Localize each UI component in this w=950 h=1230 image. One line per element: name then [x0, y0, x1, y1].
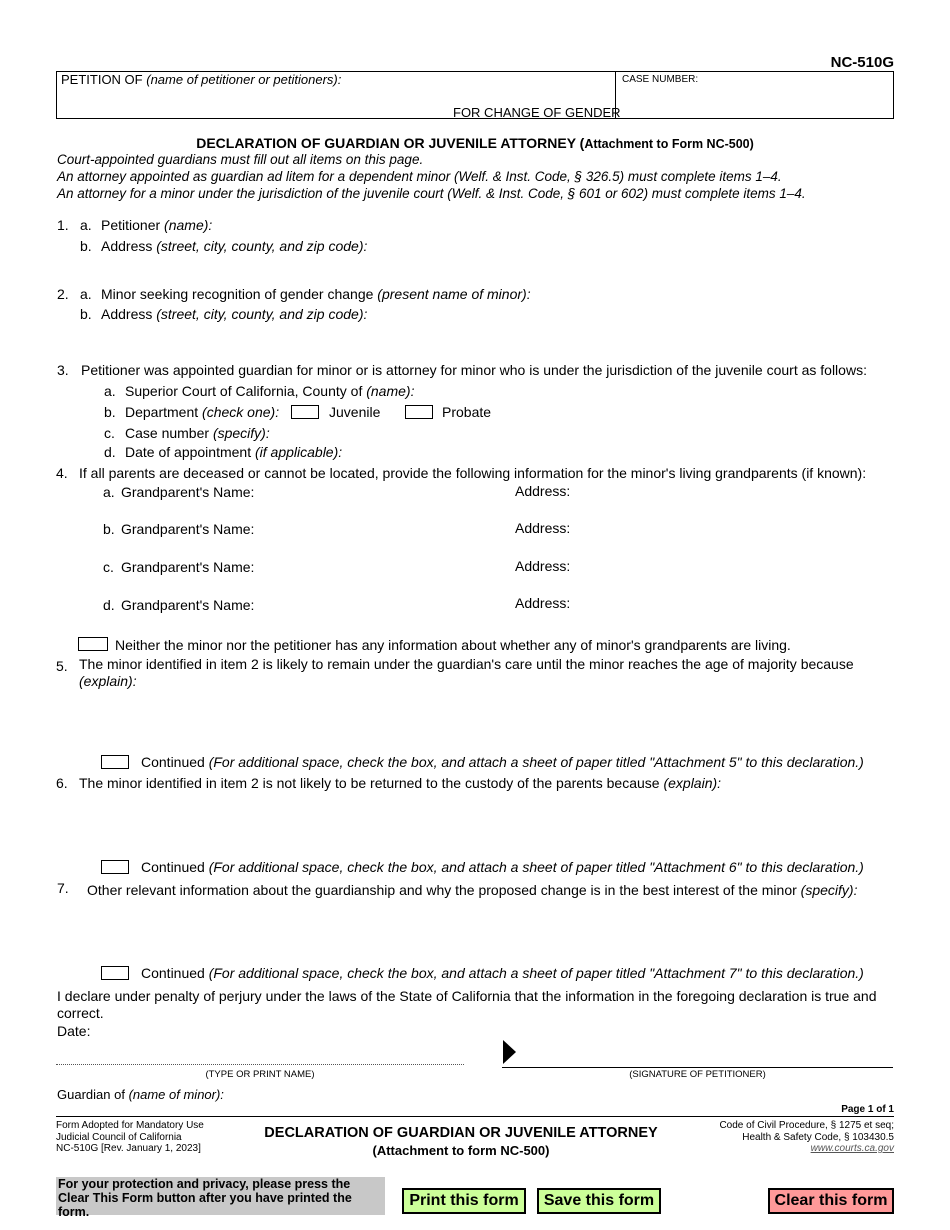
grandparent-d-address-label: Address: [515, 595, 571, 611]
footer-left: Form Adopted for Mandatory Use Judicial Council of California NC-510G [Rev. January 1, 2023] [56, 1120, 204, 1154]
grandparent-a-letter: a. [103, 484, 115, 500]
item-7-number: 7. [57, 880, 69, 896]
grandparent-b-address-label: Address: [515, 520, 571, 536]
item-2b-letter: b. [80, 306, 92, 322]
item-3-number: 3. [57, 362, 69, 378]
item-3a-letter: a. [104, 383, 116, 399]
footer-right: Code of Civil Procedure, § 1275 et seq; Health & Safety Code, § 103430.5 www.courts.ca.gov [719, 1120, 894, 1154]
item-2b-label: Address (street, city, county, and zip code): [101, 306, 368, 322]
item-2a-letter: a. [80, 286, 92, 302]
item-6-text: The minor identified in item 2 is not likely to be returned to the custody of the parents because (explain): [79, 775, 722, 791]
item-2a-label: Minor seeking recognition of gender change (present name of minor): [101, 286, 531, 302]
item-2-number: 2. [57, 286, 69, 302]
page-title: DECLARATION OF GUARDIAN OR JUVENILE ATTORNEY (Attachment to Form NC-500) [196, 135, 754, 151]
item-4-text: If all parents are deceased or cannot be located, provide the following information for the minor's living grandparents (if known): [79, 465, 867, 481]
grandparent-d-name-label: Grandparent's Name: [121, 597, 255, 613]
item-1-number: 1. [57, 217, 69, 233]
item-1a-letter: a. [80, 217, 92, 233]
item-3b-label: Department (check one): [125, 404, 280, 420]
item-5-continued-label: Continued (For additional space, check the box, and attach a sheet of paper titled "Attachment 5" to this declaration.) [141, 754, 864, 770]
declaration-text-line-2: correct. [57, 1005, 104, 1021]
grandparent-c-address-label: Address: [515, 558, 571, 574]
item-6-number: 6. [56, 775, 68, 791]
declaration-text-line-1: I declare under penalty of perjury under the laws of the State of California that the information in the foregoing declaration is true and [57, 988, 877, 1004]
item-1b-label: Address (street, city, county, and zip code): [101, 238, 368, 254]
item-1b-letter: b. [80, 238, 92, 254]
item-5-number: 5. [56, 658, 68, 674]
item-3d-label: Date of appointment (if applicable): [125, 444, 343, 460]
item-5-continued-checkbox[interactable] [101, 755, 129, 769]
intro-line-2: An attorney appointed as guardian ad litem for a dependent minor (Welf. & Inst. Code, § 326.5) must complete items 1–4. [57, 169, 782, 184]
probate-checkbox[interactable] [405, 405, 433, 419]
grandparent-a-name-label: Grandparent's Name: [121, 484, 255, 500]
grandparent-b-letter: b. [103, 521, 115, 537]
petition-label: PETITION OF (name of petitioner or petitioners): [61, 72, 342, 87]
item-7-continued-checkbox[interactable] [101, 966, 129, 980]
grandparent-a-address-label: Address: [515, 483, 571, 499]
intro-line-1: Court-appointed guardians must fill out all items on this page. [57, 152, 424, 167]
no-grandparent-info-label: Neither the minor nor the petitioner has any information about whether any of minor's grandparents are living. [115, 637, 791, 653]
guardian-of-label: Guardian of (name of minor): [57, 1087, 224, 1102]
item-4-number: 4. [56, 465, 68, 481]
grandparent-c-letter: c. [103, 559, 114, 575]
item-6-continued-checkbox[interactable] [101, 860, 129, 874]
print-name-line [56, 1064, 464, 1065]
item-3-text: Petitioner was appointed guardian for minor or is attorney for minor who is under the jurisdiction of the juvenile court as follows: [81, 362, 867, 378]
header-box [56, 71, 894, 119]
footer-title: DECLARATION OF GUARDIAN OR JUVENILE ATTORNEY [264, 1125, 658, 1141]
item-1a-label: Petitioner (name): [101, 217, 213, 233]
footer-subtitle: (Attachment to form NC-500) [372, 1143, 550, 1158]
page-number: Page 1 of 1 [841, 1104, 894, 1115]
grandparent-c-name-label: Grandparent's Name: [121, 559, 255, 575]
grandparent-b-name-label: Grandparent's Name: [121, 521, 255, 537]
save-form-button[interactable]: Save this form [537, 1188, 661, 1214]
grandparent-d-letter: d. [103, 597, 115, 613]
item-7-text: Other relevant information about the guardianship and why the proposed change is in the best interest of the minor (specify): [87, 882, 858, 898]
item-3c-label: Case number (specify): [125, 425, 270, 441]
case-number-label: CASE NUMBER: [622, 74, 699, 85]
footer-divider [56, 1116, 894, 1117]
no-grandparent-info-checkbox[interactable] [78, 637, 108, 651]
item-5-hint: (explain): [79, 673, 137, 689]
juvenile-label: Juvenile [329, 404, 381, 420]
item-3b-letter: b. [104, 404, 116, 420]
signature-line [502, 1067, 893, 1068]
signature-caption: (SIGNATURE OF PETITIONER) [629, 1069, 766, 1080]
clear-form-button[interactable]: Clear this form [768, 1188, 894, 1214]
date-label: Date: [57, 1023, 91, 1039]
courts-link[interactable]: www.courts.ca.gov [810, 1143, 894, 1154]
item-5-text: The minor identified in item 2 is likely to remain under the guardian's care until the minor reaches the age of majority because [79, 656, 854, 672]
privacy-note: For your protection and privacy, please press the Clear This Form button after you have printed the form. [56, 1177, 385, 1215]
probate-label: Probate [442, 404, 492, 420]
item-7-continued-label: Continued (For additional space, check the box, and attach a sheet of paper titled "Attachment 7" to this declaration.) [141, 965, 864, 981]
signature-arrow-icon [502, 1039, 518, 1065]
for-change-of-gender: FOR CHANGE OF GENDER [453, 105, 621, 120]
item-3a-label: Superior Court of California, County of (name): [125, 383, 415, 399]
intro-line-3: An attorney for a minor under the jurisdiction of the juvenile court (Welf. & Inst. Code, § 601 or 602) must complete items 1–4. [57, 186, 806, 201]
form-id: NC-510G [830, 54, 894, 71]
juvenile-checkbox[interactable] [291, 405, 319, 419]
print-form-button[interactable]: Print this form [402, 1188, 526, 1214]
item-3d-letter: d. [104, 444, 116, 460]
item-6-continued-label: Continued (For additional space, check the box, and attach a sheet of paper titled "Attachment 6" to this declaration.) [141, 859, 864, 875]
item-3c-letter: c. [104, 425, 115, 441]
print-name-caption: (TYPE OR PRINT NAME) [205, 1069, 315, 1080]
